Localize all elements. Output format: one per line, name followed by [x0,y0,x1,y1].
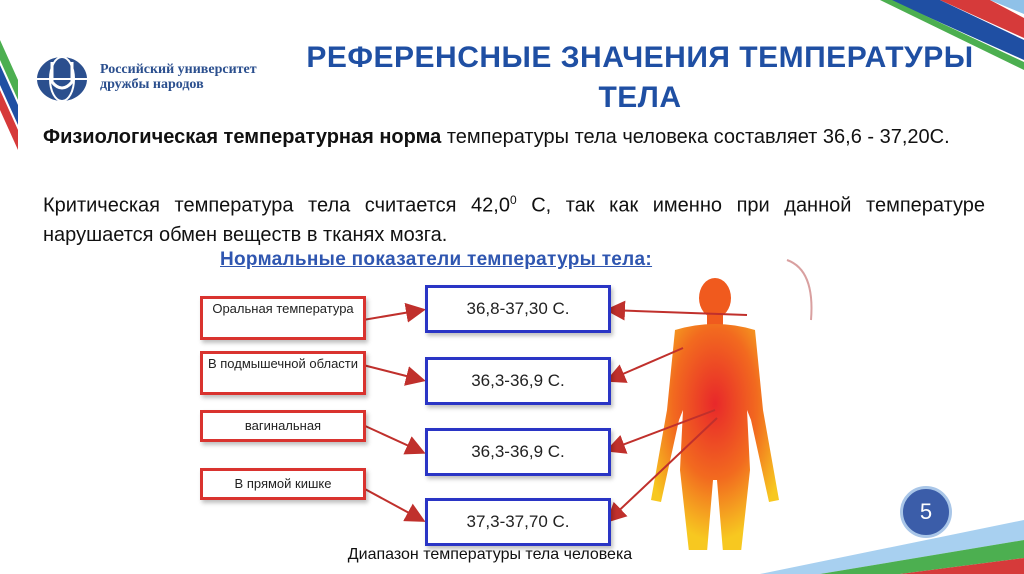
range-rectal: 37,3-37,70 С. [425,498,611,546]
slide-number-badge: 5 [900,486,952,538]
figure-title [220,249,652,271]
arrow-axillary [363,365,422,380]
title-line1: РЕФЕРЕНСНЫЕ ЗНАЧЕНИЯ ТЕМПЕРАТУРЫ [306,41,974,74]
decor-bracket [787,260,812,320]
university-logo [34,54,284,104]
globe-emblem-icon [34,54,90,104]
site-axillary: В подмышечной области [200,351,366,395]
arrow-rectal [363,488,422,520]
paragraph-norm-text: температуры тела человека составляет 36,6 - 37,20С. [441,126,950,148]
paragraph-critical-text-b: С, так как именно при данной температуре нарушается обмен веществ в тканях мозга. [43,194,985,246]
paragraph-critical-sup: 0 [509,193,517,207]
paragraph-critical-text-a: Критическая температура тела считается 42,0 [43,194,510,217]
paragraph-norm [43,123,985,152]
arrow-oral [363,310,422,320]
arrow-vaginal [363,425,422,452]
human-body-thermal-image [651,278,779,550]
university-name-line2: дружбы народов [100,77,204,92]
title-line2: ТЕЛА [598,81,682,114]
figure-title-text: Нормальные показатели температуры тела [220,249,646,270]
range-axillary: 36,3-36,9 С. [425,357,611,405]
decorative-stripes-left [0,40,18,150]
figure-caption: Диапазон температуры тела человека [347,546,633,563]
range-vaginal: 36,3-36,9 С. [425,428,611,476]
site-vaginal: вагинальная [200,410,366,442]
site-oral: Оральная температура [200,296,366,340]
university-name-line1: Российский университет [100,62,257,77]
range-oral: 36,8-37,30 С. [425,285,611,333]
site-rectal: В прямой кишке [200,468,366,500]
page-title [290,38,990,118]
figure-title-suffix: : [645,249,653,270]
paragraph-norm-bold: Физиологическая температурная норма [43,126,442,148]
